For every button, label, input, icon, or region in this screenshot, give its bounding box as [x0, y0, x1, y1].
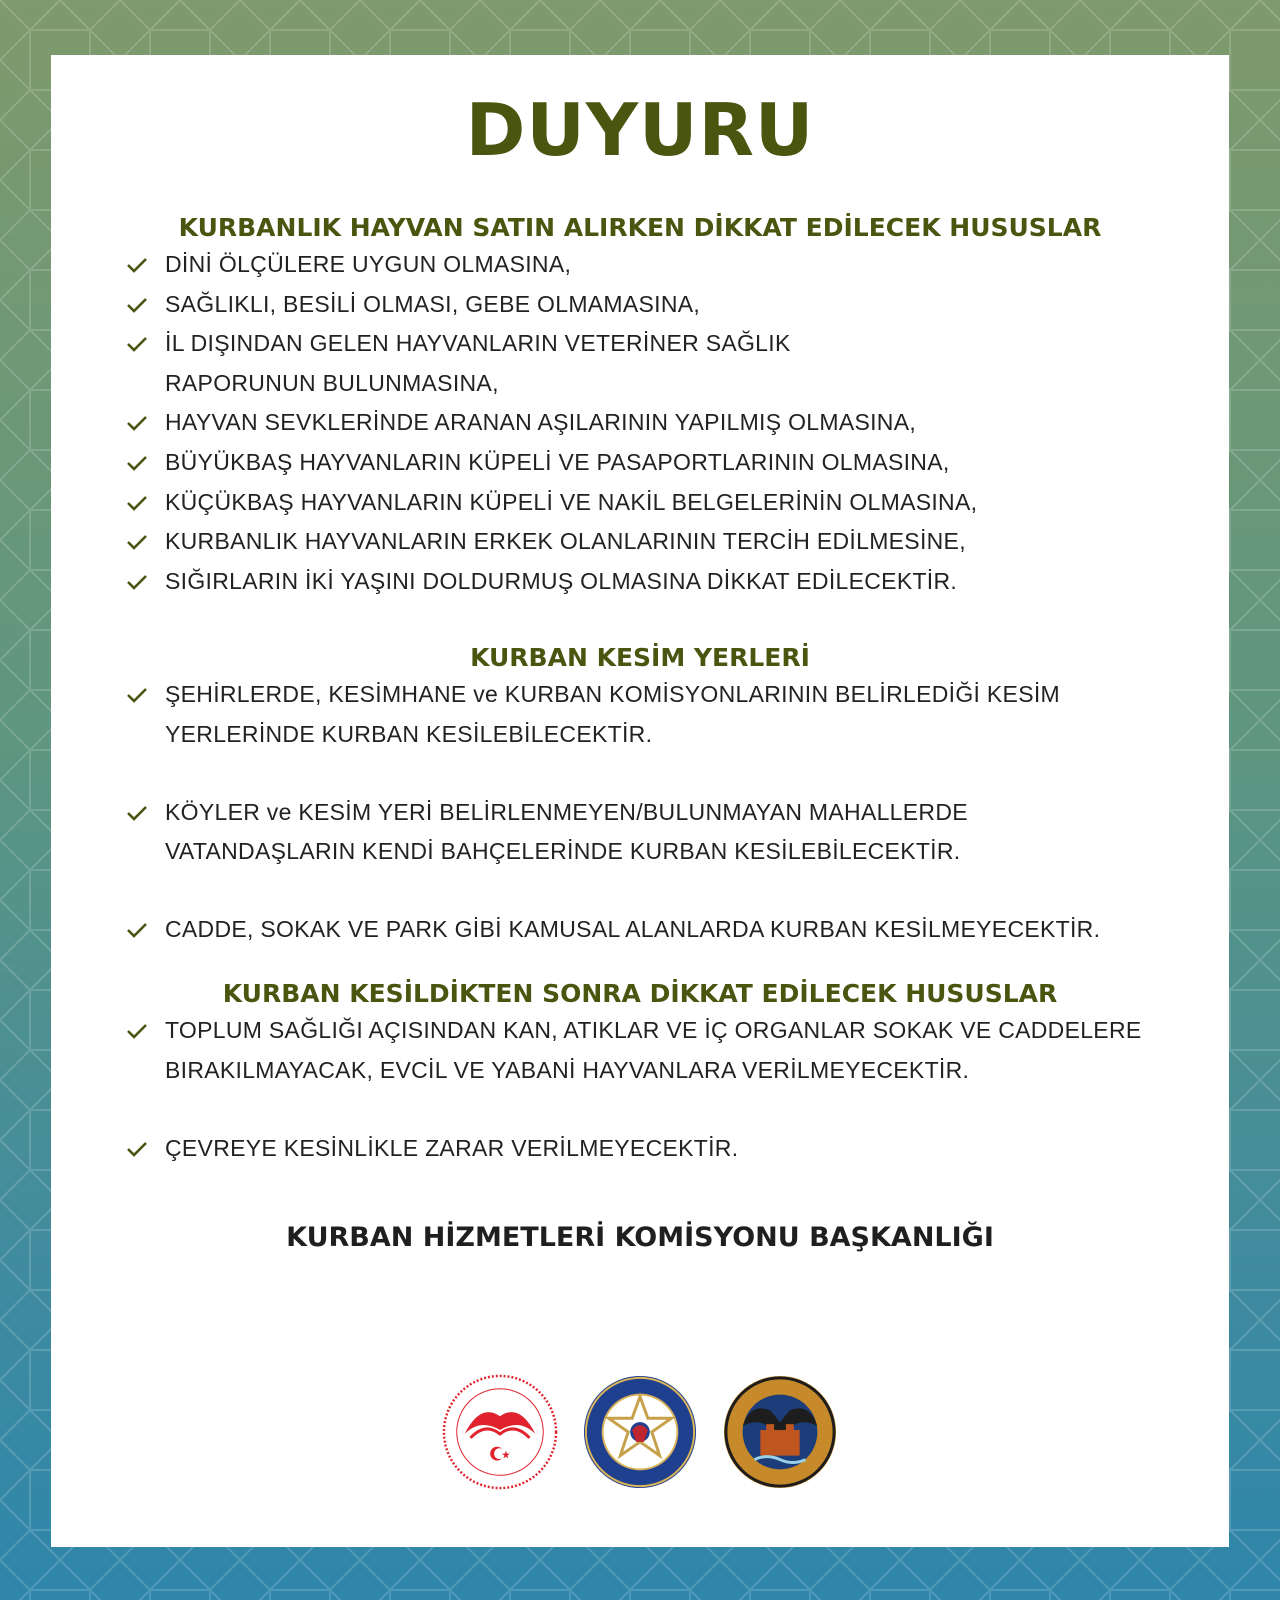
- checkmark-icon: [125, 683, 149, 707]
- list-item-text: KÜÇÜKBAŞ HAYVANLARIN KÜPELİ VE NAKİL BELGELERİNİN OLMASINA,: [165, 488, 978, 515]
- checkmark-icon: [125, 491, 149, 515]
- list-item-text: DİNİ ÖLÇÜLERE UYGUN OLMASINA,: [165, 251, 572, 277]
- kaymakamlik-logo: [581, 1373, 699, 1491]
- checkmark-icon: [125, 530, 149, 554]
- belediye-logo: [721, 1373, 839, 1491]
- list-item-text: ŞEHİRLERDE, KESİMHANE ve KURBAN KOMİSYONLARININ BELİRLEDİĞİ KESİM YERLERİNDE KURBAN KESİLEBİLECEKTİR.: [165, 681, 1060, 747]
- checkmark-icon: [125, 293, 149, 317]
- announcement-card: [51, 55, 1229, 1547]
- list-item-text: ÇEVREYE KESİNLİKLE ZARAR VERİLMEYECEKTİR.: [165, 1134, 739, 1161]
- checkmark-icon: [125, 918, 149, 942]
- after-slaughter-list: [51, 1011, 1229, 1168]
- page-title: DUYURU: [465, 88, 815, 172]
- list-item: [125, 483, 1229, 523]
- list-item: [125, 443, 1229, 483]
- checkmark-icon: [125, 1137, 149, 1161]
- checkmark-icon: [125, 411, 149, 435]
- section-heading-purchase: KURBANLIK HAYVAN SATIN ALIRKEN DİKKAT EDİLECEK HUSUSLAR: [178, 213, 1102, 242]
- checkmark-icon: [125, 332, 149, 356]
- list-item: [125, 245, 1229, 285]
- checkmark-icon: [125, 570, 149, 594]
- logos-row: [51, 1373, 1229, 1491]
- list-item-text: CADDE, SOKAK VE PARK GİBİ KAMUSAL ALANLARDA KURBAN KESİLMEYECEKTİR.: [165, 915, 1101, 942]
- list-item-text: BÜYÜKBAŞ HAYVANLARIN KÜPELİ VE PASAPORTLARININ OLMASINA,: [165, 448, 950, 475]
- list-item-text: TOPLUM SAĞLIĞI AÇISINDAN KAN, ATIKLAR VE İÇ ORGANLAR SOKAK VE CADDELERE BIRAKILMAYACAK, EVCİL VE YABANİ HAYVANLARA VERİLMEYECEKTİR.: [165, 1017, 1142, 1083]
- list-item: [125, 324, 1229, 403]
- list-item: [125, 1129, 1229, 1169]
- checkmark-icon: [125, 1019, 149, 1043]
- list-item: [125, 522, 1229, 562]
- list-item: [125, 562, 1229, 602]
- list-item-text: İL DIŞINDAN GELEN HAYVANLARIN VETERİNER SAĞLIK RAPORUNUN BULUNMASINA,: [165, 330, 791, 396]
- section-heading-after: KURBAN KESİLDİKTEN SONRA DİKKAT EDİLECEK HUSUSLAR: [222, 979, 1058, 1009]
- list-item-text: KURBANLIK HAYVANLARIN ERKEK OLANLARININ TERCİH EDİLMESİNE,: [165, 528, 966, 555]
- checkmark-icon: [125, 801, 149, 825]
- list-item: [125, 285, 1229, 325]
- list-item: [125, 910, 1229, 950]
- list-item-text: SIĞIRLARIN İKİ YAŞINI DOLDURMUŞ OLMASINA DİKKAT EDİLECEKTİR.: [165, 567, 958, 594]
- list-item: [125, 1011, 1229, 1090]
- list-item-text: SAĞLIKLI, BESİLİ OLMASI, GEBE OLMAMASINA,: [165, 290, 701, 317]
- footer-signature: KURBAN HİZMETLERİ KOMİSYONU BAŞKANLIĞI: [286, 1222, 994, 1254]
- purchase-rules-list: [51, 245, 1229, 601]
- slaughter-locations-list: [51, 675, 1229, 949]
- list-item: [125, 675, 1229, 754]
- list-item-text: KÖYLER ve KESİM YERİ BELİRLENMEYEN/BULUNMAYAN MAHALLERDE VATANDAŞLARIN KENDİ BAHÇELERİNDE KURBAN KESİLEBİLECEKTİR.: [165, 798, 968, 865]
- list-item: [125, 793, 1229, 872]
- checkmark-icon: [125, 253, 149, 277]
- list-item-text: HAYVAN SEVKLERİNDE ARANAN AŞILARININ YAPILMIŞ OLMASINA,: [165, 409, 917, 436]
- section-heading-locations: KURBAN KESİM YERLERİ: [470, 643, 810, 673]
- ministry-logo: [441, 1373, 559, 1491]
- list-item: [125, 403, 1229, 443]
- checkmark-icon: [125, 451, 149, 475]
